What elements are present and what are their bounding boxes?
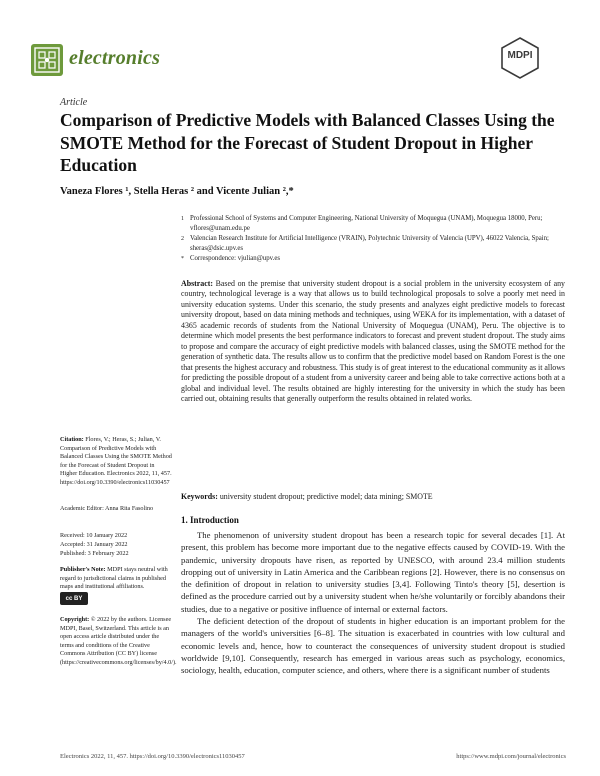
keywords bbox=[181, 492, 565, 501]
article-type: Article bbox=[60, 97, 88, 108]
correspondence bbox=[181, 254, 561, 264]
footer-journal-link[interactable]: https://www.mdpi.com/journal/electronics bbox=[456, 753, 566, 760]
journal-logo-icon bbox=[31, 44, 63, 76]
footer-citation[interactable]: Electronics 2022, 11, 457. https://doi.org/10.3390/electronics11030457 bbox=[60, 753, 245, 760]
affiliation-mark: * bbox=[181, 256, 184, 262]
abstract-text: Based on the premise that university student dropout is a social problem in the university ecosystem of any country, technological leverage is a way that allows us to build technological proposals to solve a poorly met need in university education systems. Under this scenario, the study presents and analyzes eight predictive models to forecast university dropout, based on data mining methods and techniques, using WEKA for its implementation, with a dataset of 4365 academic records of students from the National University of Moquegua (UNAM), Peru. The objective is to determine which model presents the best performance indicators to forecast and prevent student dropout. The study aims to propose and compare the accuracy of eight predictive models with balanced classes, using the SMOTE method for the generation of synthetic data. The results allow us to confirm that the predictive model based on Random Forest is the one that presents the highest accuracy and robustness. This study is of great interest to the educational community as it allows for predicting the possible dropout of a student from a university career and being able to take corrective actions both at a global and individual level. The results obtained are highly interesting for the university in which the study has been carried out, obtaining results that generally outperform the results obtained in related works. bbox=[181, 279, 565, 403]
article-title: Comparison of Predictive Models with Balanced Classes Using the SMOTE Method for the Forecast of Student Dropout in Higher Education bbox=[60, 110, 555, 175]
author-list: Vaneza Flores ¹, Stella Heras ² and Vicente Julian ²,* bbox=[60, 186, 294, 197]
affiliation-text: Professional School of Systems and Computer Engineering, National University of Moquegua (UNAM), Moquegua 18000, Peru; vflores@unam.edu.pe bbox=[190, 215, 543, 232]
cc-badge-text: cc BY bbox=[65, 595, 83, 602]
affiliations bbox=[181, 214, 561, 264]
received-date: Received: 10 January 2022 bbox=[60, 532, 128, 539]
abstract bbox=[181, 279, 565, 404]
citation-label: Citation: bbox=[60, 436, 84, 443]
affiliation-1 bbox=[181, 214, 561, 234]
affiliation-mark: 1 bbox=[181, 216, 184, 222]
copyright-block bbox=[60, 616, 177, 668]
cc-by-license-icon[interactable] bbox=[60, 592, 88, 605]
publisher-note-label: Publisher's Note: bbox=[60, 566, 106, 573]
section-heading: 1. Introduction bbox=[181, 515, 239, 525]
citation-block bbox=[60, 436, 172, 488]
academic-editor: Academic Editor: Anna Rita Fasolino bbox=[60, 505, 154, 512]
citation-text[interactable]: Flores, V.; Heras, S.; Julian, V. Comparison of Predictive Models with Balanced Classes Using the SMOTE Method for the Forecast of Student Dropout in Higher Education. Electronics 2022, 11, 457. https://doi.org/10.3390/electronics11030457 bbox=[60, 436, 172, 486]
publisher-note-text: MDPI stays neutral with regard to jurisdictional claims in published maps and institutional affiliations. bbox=[60, 566, 168, 591]
correspondence-text[interactable]: Correspondence: vjulian@upv.es bbox=[190, 255, 281, 262]
keywords-text: university student dropout; predictive model; data mining; SMOTE bbox=[219, 492, 433, 501]
abstract-label: Abstract: bbox=[181, 279, 213, 288]
keywords-label: Keywords: bbox=[181, 492, 218, 501]
paragraph: The deficient detection of the dropout of students in higher education is an important problem for the managers of the world's universities [6–8]. The situation is exacerbated in countries with low cultural and economic levels and, hence, how to counteract the consequences of university student dropout is studied worldwide [9,10]. Consequently, research has emerged in various areas such as psychology, economics, sociology, health, education, computer science, and others, where there is a significant number of students bbox=[181, 616, 565, 676]
copyright-label: Copyright: bbox=[60, 616, 90, 623]
publisher-note bbox=[60, 566, 172, 592]
affiliation-mark: 2 bbox=[181, 236, 184, 242]
affiliation-text: Valencian Research Institute for Artificial Intelligence (VRAIN), Polytechnic University of Valencia (UPV), 46022 Valencia, Spain; sheras@dsic.upv.es bbox=[190, 235, 549, 252]
mdpi-logo-text: MDPI bbox=[507, 50, 533, 61]
journal-name[interactable]: electronics bbox=[69, 47, 161, 69]
copyright-text: © 2022 by the authors. Licensee MDPI, Basel, Switzerland. This article is an open access article distributed under the terms and conditions of the Creative Commons Attribution (CC BY) license (https://creativecommons.org/licenses/by/4.0/). bbox=[60, 616, 177, 666]
published-date: Published: 3 February 2022 bbox=[60, 550, 129, 557]
paragraph: The phenomenon of university student dropout has been a research topic for several decades [1]. At present, this problem has become more important due to the negative effects caused by COVID-19. With the pandemic, university dropouts have risen, as reported by UNESCO, with around 23.4 million students dropping out of university in Latin America and the Caribbean regions [2]. However, there is no consensus on the definition of dropout in relation to university studies [3,4]. Following Tinto's theory [5], desertion is defined as the procedure carried out by a university student when he/she voluntarily or forcibly abandons their studies, due to a negative or positive influence of internal or external factors. bbox=[181, 530, 565, 614]
affiliation-2 bbox=[181, 234, 561, 254]
accepted-date: Accepted: 31 January 2022 bbox=[60, 541, 128, 548]
section-body bbox=[181, 529, 565, 677]
